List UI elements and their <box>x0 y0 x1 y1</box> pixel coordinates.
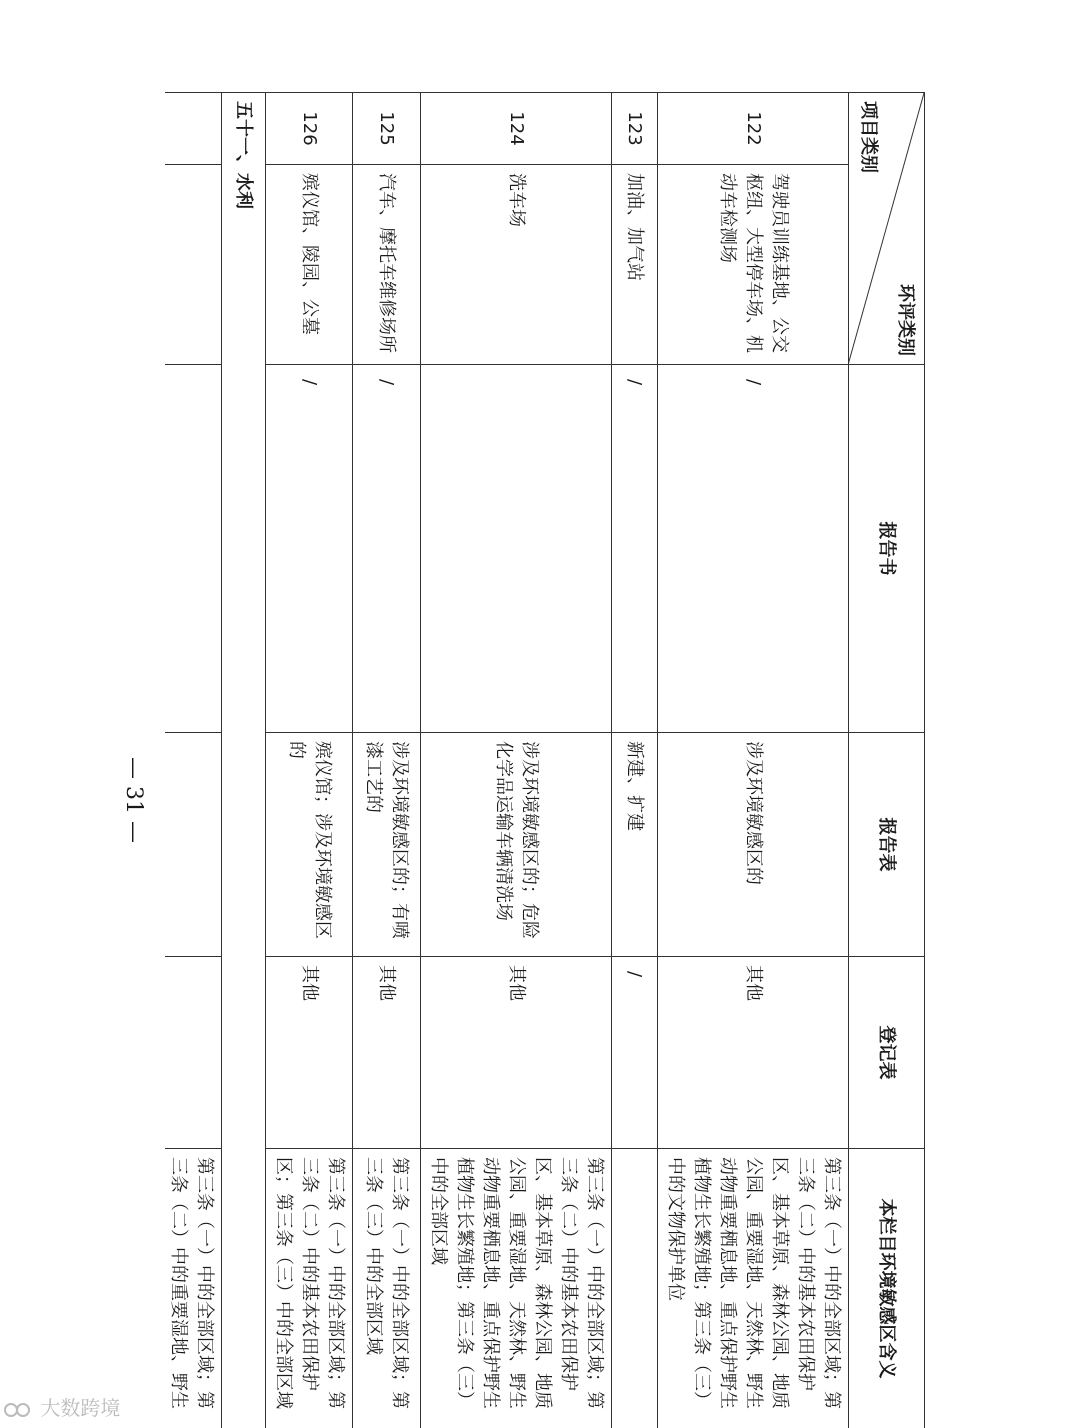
rotated-page-content <box>165 92 925 1428</box>
project-name: 殡仪馆、陵园、公墓 <box>266 165 353 365</box>
report-form-cell: 新建、扩建 <box>612 733 658 957</box>
row-number: 122 <box>658 93 849 165</box>
row-number: 123 <box>612 93 658 165</box>
header-eia-category: 环评类别 <box>892 284 918 356</box>
section-row <box>222 93 266 1428</box>
table-row <box>658 93 849 1428</box>
project-name: 汽车、摩托车维修场所 <box>353 165 421 365</box>
registration-cell: 其他 <box>658 957 849 1149</box>
rotated-table-region <box>165 92 925 1428</box>
watermark <box>4 1392 120 1421</box>
project-name <box>165 165 222 365</box>
header-project-category: 项目类别 <box>855 101 881 173</box>
registration-cell: 其他 <box>266 957 353 1149</box>
table-row <box>421 93 612 1428</box>
registration-cell: / <box>612 957 658 1149</box>
registration-cell: 其他 <box>421 957 612 1149</box>
page-number-container <box>106 700 146 900</box>
table-header-row <box>849 93 925 1428</box>
header-report-book: 报告书 <box>849 365 925 733</box>
report-book-cell: / <box>353 365 421 733</box>
report-form-cell: 殡仪馆；涉及环境敏感区的 <box>266 733 353 957</box>
sensitive-area-cell <box>612 1149 658 1428</box>
row-number: 124 <box>421 93 612 165</box>
header-registration-form: 登记表 <box>849 957 925 1149</box>
header-sensitive-area: 本栏目环境敏感区含义 <box>849 1149 925 1428</box>
sensitive-area-cell: 第三条（一）中的全部区域；第三条（三）中的全部区域 <box>353 1149 421 1428</box>
report-book-cell <box>165 365 222 733</box>
row-number: 126 <box>266 93 353 165</box>
table-row <box>612 93 658 1428</box>
watermark-text: 大数跨境 <box>40 1396 120 1420</box>
table-row <box>165 93 222 1428</box>
project-name: 洗车场 <box>421 165 612 365</box>
project-name: 加油、加气站 <box>612 165 658 365</box>
report-book-cell: / <box>612 365 658 733</box>
page-number: — 31 — <box>121 700 146 900</box>
sensitive-area-cell: 第三条（一）中的全部区域；第三条（二）中的基本农田保护区；第三条（三）中的全部区域 <box>266 1149 353 1428</box>
sensitive-area-cell: 第三条（一）中的全部区域；第三条（二）中的基本农田保护区、基本草原、森林公园、地质公园、重要湿地、天然林、野生动物重要栖息地、重点保护野生植物生长繁殖地；第三条（三）中的全部区域 <box>421 1149 612 1428</box>
row-number <box>165 93 222 165</box>
registration-cell <box>165 957 222 1149</box>
report-form-cell: 涉及环境敏感区的 <box>658 733 849 957</box>
row-number: 125 <box>353 93 421 165</box>
header-report-form: 报告表 <box>849 733 925 957</box>
sensitive-area-cell: 第三条（一）中的全部区域；第三条（二）中的重要湿地、野生 <box>165 1149 222 1428</box>
table-row <box>266 93 353 1428</box>
registration-cell: 其他 <box>353 957 421 1149</box>
diagonal-header-cell <box>849 93 925 365</box>
project-name: 驾驶员训练基地、公交枢纽、大型停车场、机动车检测场 <box>658 165 849 365</box>
sensitive-area-cell: 第三条（一）中的全部区域；第三条（二）中的基本农田保护区、基本草原、森林公园、地质公园、重要湿地、天然林、野生动物重要栖息地、重点保护野生植物生长繁殖地；第三条（三）中的文物保护单位 <box>658 1149 849 1428</box>
report-book-cell: / <box>266 365 353 733</box>
report-form-cell <box>165 733 222 957</box>
watermark-logo-icon <box>4 1401 30 1419</box>
table-row <box>353 93 421 1428</box>
report-form-cell: 涉及环境敏感区的；有喷漆工艺的 <box>353 733 421 957</box>
report-book-cell: / <box>658 365 849 733</box>
eia-category-table <box>165 92 925 1428</box>
report-form-cell: 涉及环境敏感区的；危险化学品运输车辆清洗场 <box>421 733 612 957</box>
report-book-cell <box>421 365 612 733</box>
section-title: 五十一、水利 <box>222 93 266 1428</box>
